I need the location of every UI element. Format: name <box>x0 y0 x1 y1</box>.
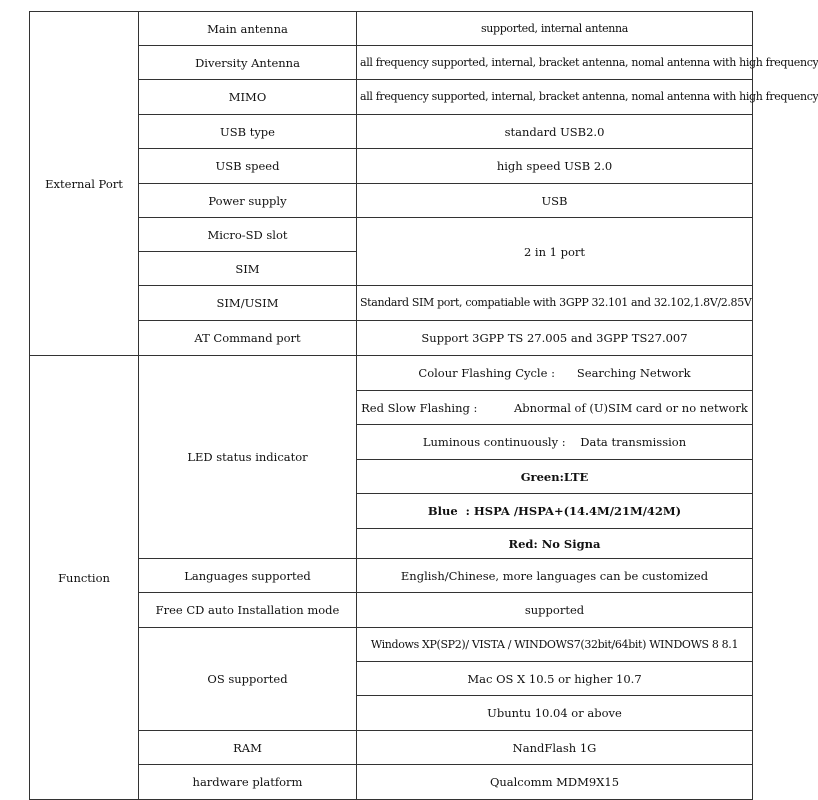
value-languages: English/Chinese, more languages can be customized <box>357 559 753 593</box>
table-row <box>30 559 753 593</box>
label-led-status: LED status indicator <box>139 356 357 559</box>
label-hardware-platform: hardware platform <box>139 765 357 800</box>
table-row <box>30 115 753 149</box>
spec-table <box>29 11 818 800</box>
table-row <box>30 12 753 46</box>
label-sim: SIM <box>139 252 357 286</box>
value-usb-type: standard USB2.0 <box>357 115 753 149</box>
category-external-port: External Port <box>30 12 139 356</box>
value-led-red: Red: No Signa <box>357 529 753 559</box>
table-row <box>30 80 753 115</box>
value-os-windows: Windows XP(SP2)/ VISTA / WINDOWS7(32bit/64bit) WINDOWS 8 8.1 <box>357 628 753 662</box>
value-power-supply: USB <box>357 184 753 218</box>
label-power-supply: Power supply <box>139 184 357 218</box>
label-free-cd: Free CD auto Installation mode <box>139 593 357 628</box>
value-usb-speed: high speed USB 2.0 <box>357 149 753 184</box>
value-mimo: all frequency supported, internal, bracket antenna, nomal antenna with high frequency <box>357 80 753 115</box>
value-os-mac: Mac OS X 10.5 or higher 10.7 <box>357 662 753 696</box>
table-row <box>30 184 753 218</box>
label-sim-usim: SIM/USIM <box>139 286 357 321</box>
label-languages: Languages supported <box>139 559 357 593</box>
category-function: Function <box>30 356 139 800</box>
label-os-supported: OS supported <box>139 628 357 731</box>
value-led-luminous: Luminous continuously : Data transmission <box>357 425 753 460</box>
value-ram: NandFlash 1G <box>357 731 753 765</box>
table-row <box>30 46 753 80</box>
value-sim-usim: Standard SIM port, compatiable with 3GPP 32.101 and 32.102,1.8V/2.85V <box>357 286 753 321</box>
label-mimo: MIMO <box>139 80 357 115</box>
value-free-cd: supported <box>357 593 753 628</box>
table-row <box>30 765 753 800</box>
table-row <box>30 356 753 391</box>
value-hardware-platform: Qualcomm MDM9X15 <box>357 765 753 800</box>
value-at-command: Support 3GPP TS 27.005 and 3GPP TS27.007 <box>357 321 753 356</box>
label-usb-type: USB type <box>139 115 357 149</box>
label-at-command: AT Command port <box>139 321 357 356</box>
value-led-colour-flashing: Colour Flashing Cycle : Searching Network <box>357 356 753 391</box>
table-row <box>30 218 753 252</box>
value-os-ubuntu: Ubuntu 10.04 or above <box>357 696 753 731</box>
value-micro-sd-sim: 2 in 1 port <box>357 218 753 286</box>
table-row <box>30 149 753 184</box>
table-row <box>30 731 753 765</box>
label-ram: RAM <box>139 731 357 765</box>
label-diversity-antenna: Diversity Antenna <box>139 46 357 80</box>
table-row <box>30 321 753 356</box>
value-main-antenna: supported, internal antenna <box>357 12 753 46</box>
label-usb-speed: USB speed <box>139 149 357 184</box>
table-row <box>30 628 753 662</box>
label-main-antenna: Main antenna <box>139 12 357 46</box>
value-led-blue: Blue : HSPA /HSPA+(14.4M/21M/42M) <box>357 494 753 529</box>
value-diversity-antenna: all frequency supported, internal, bracket antenna, nomal antenna with high frequency <box>357 46 753 80</box>
table-row <box>30 286 753 321</box>
value-led-green: Green:LTE <box>357 460 753 494</box>
table-row <box>30 593 753 628</box>
value-led-red-slow: Red Slow Flashing : Abnormal of (U)SIM card or no network <box>357 391 753 425</box>
label-micro-sd: Micro-SD slot <box>139 218 357 252</box>
